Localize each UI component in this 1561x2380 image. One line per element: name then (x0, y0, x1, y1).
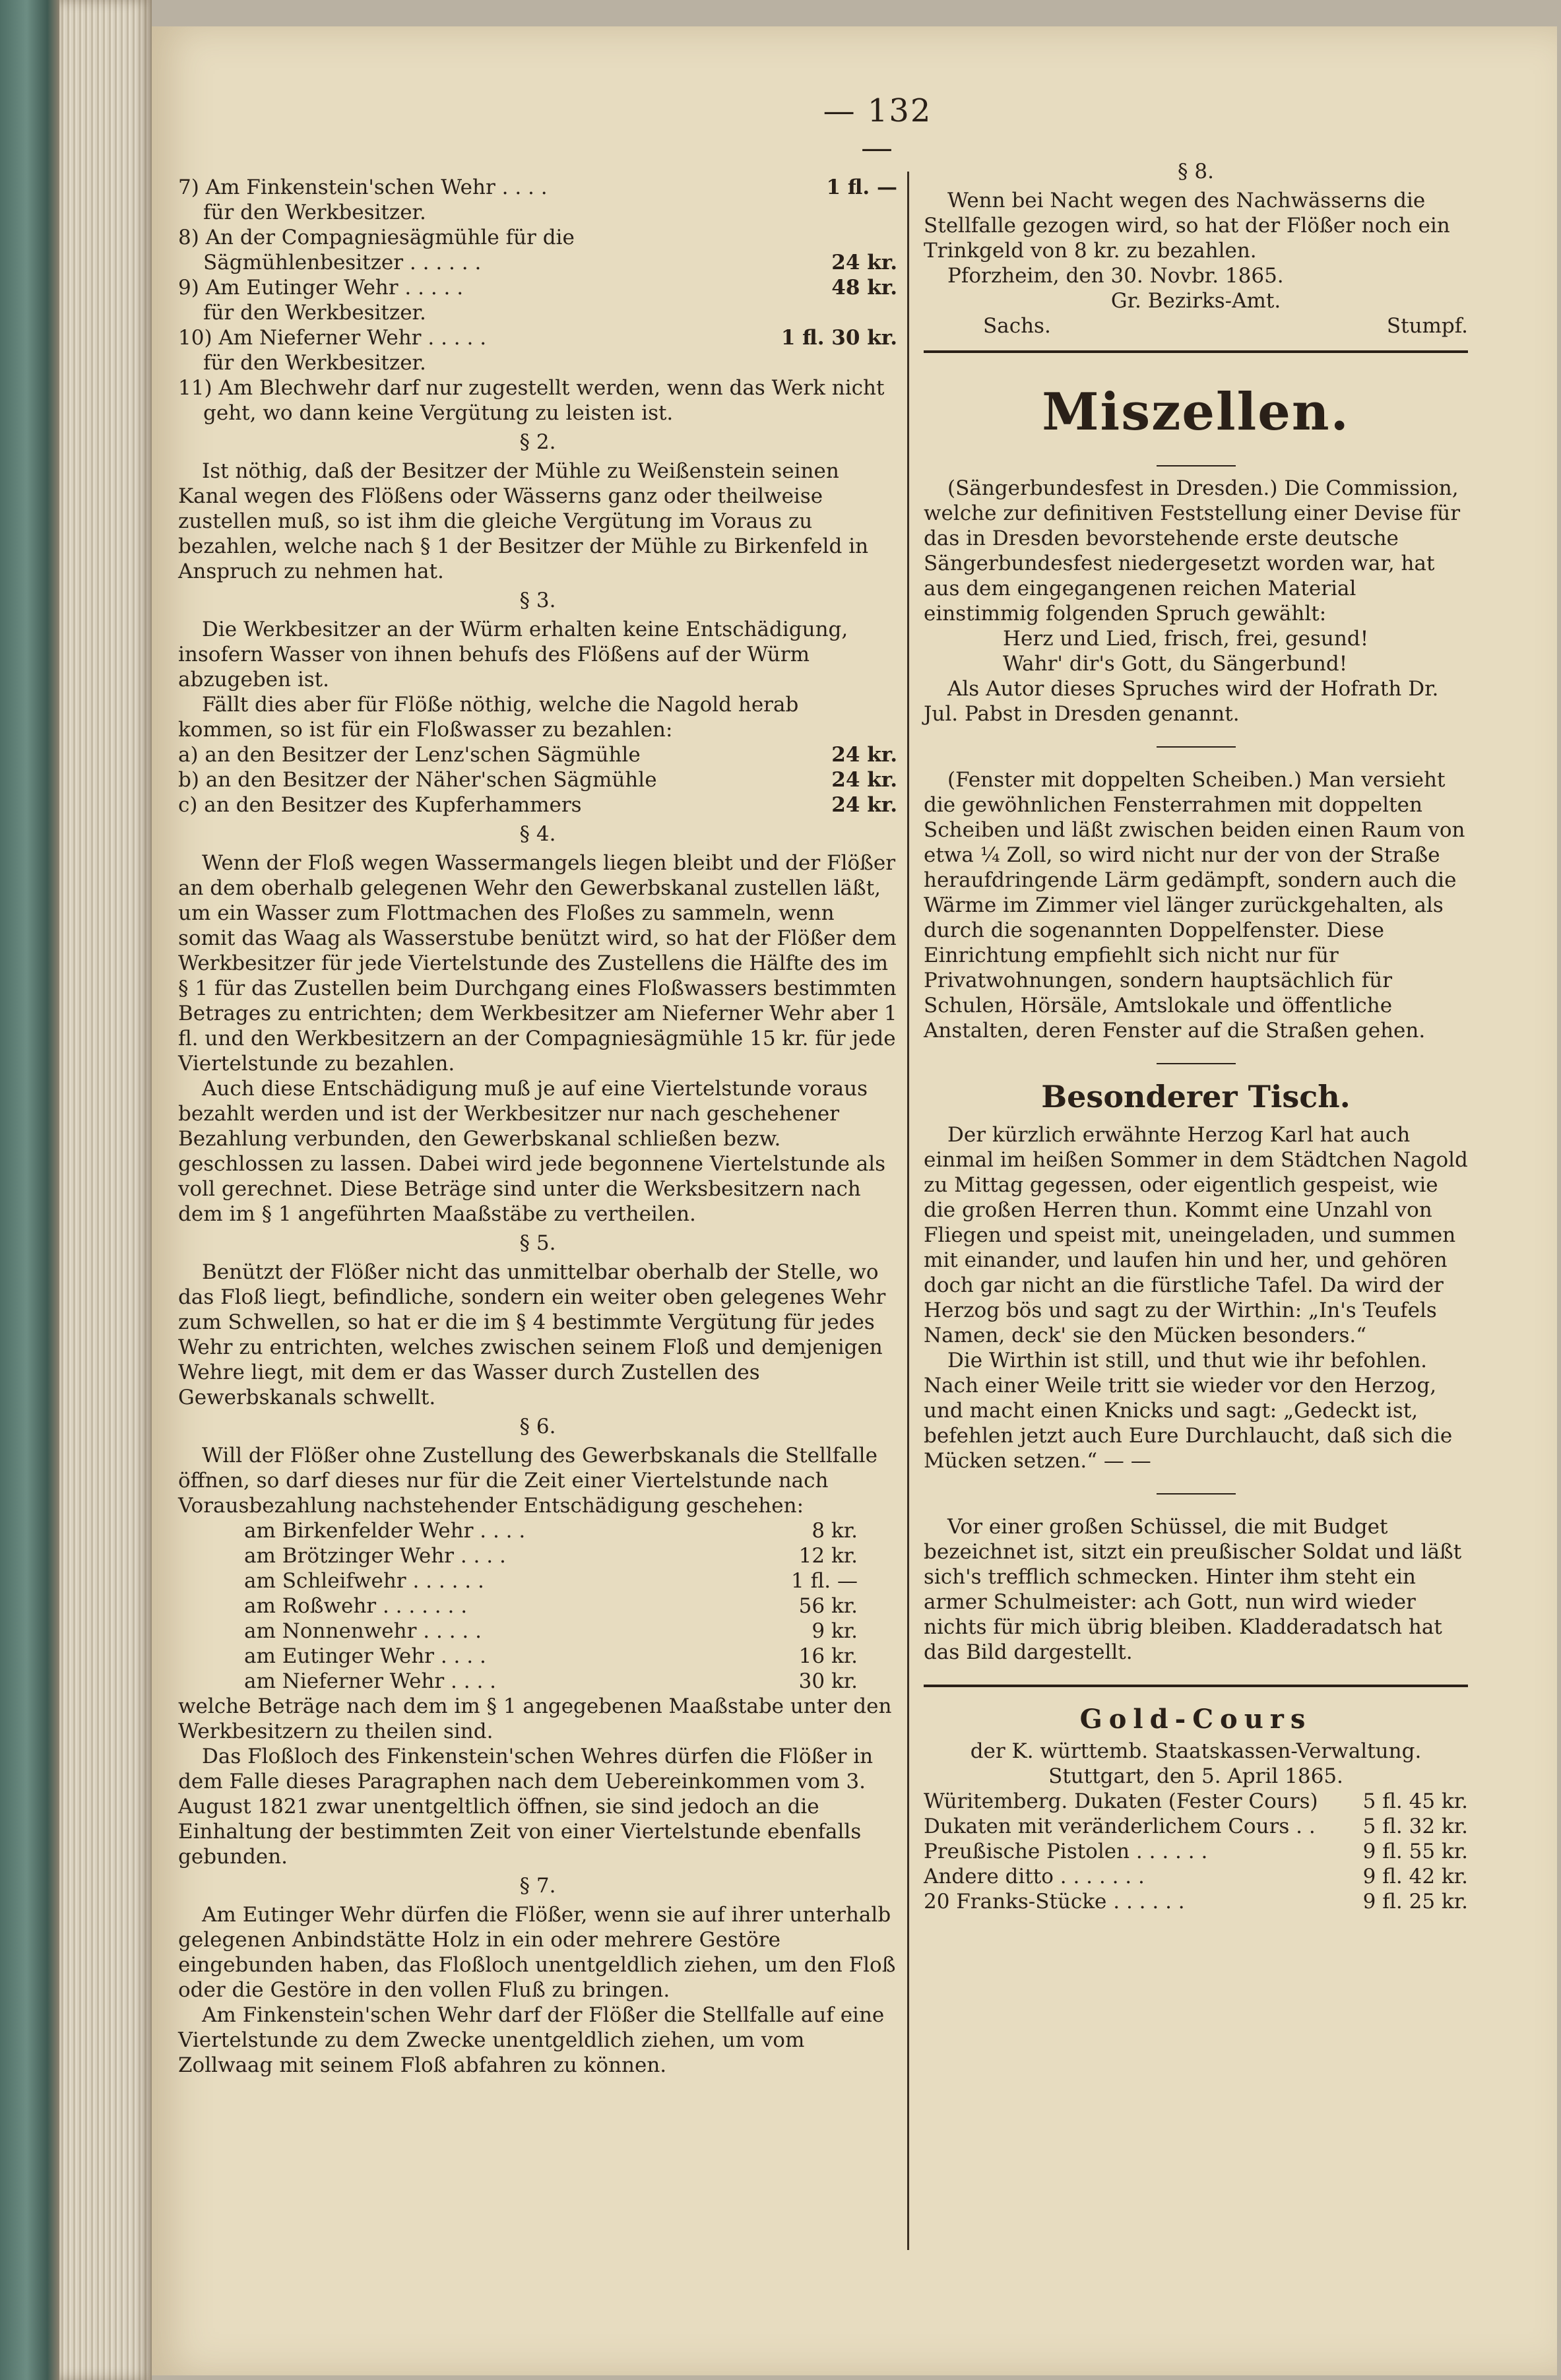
gold-rates-table (924, 1789, 1468, 1914)
section-text: Wenn bei Nacht wegen des Nachwässerns die Stellfalle gezogen wird, so hat der Flößer noch ein Trinkgeld von 8 kr. zu bezahlen. (924, 189, 1450, 263)
gold-rate-row: Andere ditto . . . . . . . 9 fl. 42 kr. (924, 1865, 1468, 1888)
section-heading: § 2. (519, 430, 556, 454)
weir-row: für den Werkbesitzer. (203, 301, 426, 325)
section-heading: § 3. (519, 589, 556, 612)
weir-row: 10) Am Nieferner Wehr . . . . . 1 fl. 30 kr. (178, 326, 897, 350)
weir-list (178, 175, 897, 375)
fee-row: am Brötzinger Wehr . . . . 12 kr. (244, 1544, 858, 1568)
signature-left: Sachs. (983, 314, 1051, 338)
section-text: Am Eutinger Wehr dürfen die Flößer, wenn sie auf ihrer unterhalb gelegenen Anbindstätte Holz in ein oder mehrere Gestöre eingebunden haben, das Floßloch unentgeldlich ziehen, um den Floß oder die Gestöre in den vollen Fluß zu bringen. (178, 1903, 896, 2002)
weir-row: Sägmühlenbesitzer . . . . . . 24 kr. (203, 251, 897, 274)
divider (924, 350, 1468, 353)
fee-row: am Nonnenwehr . . . . . 9 kr. (244, 1619, 858, 1643)
section-heading: § 7. (519, 1874, 556, 1898)
fee-row: am Eutinger Wehr . . . . 16 kr. (244, 1644, 858, 1668)
divider (1157, 1493, 1236, 1495)
toll-list (178, 742, 897, 818)
item-11: 11) Am Blechwehr darf nur zugestellt werden, wenn das Werk nicht geht, wo dann keine Vergütung zu leisten ist. (178, 376, 885, 425)
miscellany-title: Miszellen. (1042, 382, 1350, 442)
gold-rates-subtitle: der K. württemb. Staatskassen-Verwaltung. (970, 1739, 1422, 1763)
section-text: Auch diese Entschädigung muß je auf eine Viertelstunde voraus bezahlt werden und ist der Werkbesitzer nur nach geschehener Bezahlung verbunden, den Gewerbskanal schließen bezw. geschlossen zu lassen. Dabei wird jede begonnene Viertelstunde als voll gerechnet. Diese Beträge sind unter die Werksbesitzern nach dem im § 1 angeführten Maaßstäbe zu vertheilen. (178, 1077, 886, 1226)
divider (1157, 746, 1236, 748)
divider (924, 1685, 1468, 1687)
section-heading: § 6. (519, 1415, 556, 1438)
left-column (178, 175, 897, 2078)
section-text: Am Finkenstein'schen Wehr darf der Flößer die Stellfalle auf eine Viertelstunde zu dem Zwecke unentgeldlich ziehen, um vom Zollwaag mit seinem Floß abfahren zu können. (178, 2003, 885, 2077)
article-text: (Fenster mit doppelten Scheiben.) Man versieht die gewöhnlichen Fensterrahmen mit doppelten Scheiben und läßt zwischen beiden einen Raum von etwa ¼ Zoll, so wird nicht nur der von der Straße heraufdringende Lärm gedämpft, sondern auch die Wärme im Zimmer viel länger zurückgehalten, als durch die sogenannten Doppelfenster. Diese Einrichtung empfiehlt sich nicht nur für Privatwohnungen, sondern hauptsächlich für Schulen, Hörsäle, Amtslokale und öffentliche Anstalten, deren Fenster auf die Straßen gehen. (924, 768, 1465, 1043)
place-date: Pforzheim, den 30. Novbr. 1865. (947, 264, 1284, 288)
gold-rate-row: Dukaten mit veränderlichem Cours . . 5 fl. 32 kr. (924, 1815, 1468, 1838)
section-text: Will der Flößer ohne Zustellung des Gewerbskanals die Stellfalle öffnen, so darf dieses nur für die Zeit einer Viertelstunde nach Vorausbezahlung nachstehender Entschädigung geschehen: (178, 1444, 877, 1518)
divider (1157, 465, 1236, 466)
article-text: Der kürzlich erwähnte Herzog Karl hat auch einmal im heißen Sommer in dem Städtchen Nagold zu Mittag gegessen, oder eigentlich gespeist, wie die großen Herren thun. Kommt eine Unzahl von Fliegen und speist mit, uneingeladen, und summen mit einander, und laufen hin und her, und gehören doch gar nicht an die fürstliche Tafel. Da wird der Herzog bös und sagt zu der Wirthin: „In's Teufels Namen, deck' sie den Mücken besonders.“ (924, 1123, 1468, 1347)
fee-row: am Schleifwehr . . . . . . 1 fl. — (244, 1569, 858, 1593)
page-number: — 132 — (823, 92, 932, 166)
verse-line: Herz und Lied, frisch, frei, gesund! (1003, 627, 1369, 651)
toll-row: c) an den Besitzer des Kupferhammers 24 kr. (178, 793, 897, 817)
weir-row: 9) Am Eutinger Wehr . . . . . 48 kr. (178, 276, 897, 300)
signatures (924, 313, 1468, 338)
article-title: Besonderer Tisch. (1041, 1079, 1351, 1114)
gold-rates-date: Stuttgart, den 5. April 1865. (1048, 1764, 1343, 1788)
gold-rates-title: Gold-Cours (1079, 1704, 1312, 1735)
fee-row: am Roßwehr . . . . . . . 56 kr. (244, 1594, 858, 1618)
article-text: Als Autor dieses Spruches wird der Hofrath Dr. Jul. Pabst in Dresden genannt. (924, 677, 1439, 726)
section-text: Benützt der Flößer nicht das unmittelbar oberhalb der Stelle, wo das Floß liegt, befindliche, sondern ein weiter oben gelegenes Wehr zum Schwellen, so hat er die im § 4 bestimmte Vergütung für jedes Wehr zu entrichten, welches zwischen seinem Floß und demjenigen Wehre liegt, mit dem er das Wasser durch Zustellen des Gewerbskanals schwellt. (178, 1260, 886, 1409)
book-page-edges (59, 0, 152, 2380)
weir-row: für den Werkbesitzer. (203, 201, 426, 224)
divider (1157, 1063, 1236, 1064)
gold-rate-row: Preußische Pistolen . . . . . . 9 fl. 55 kr. (924, 1840, 1468, 1863)
weir-row: 8) An der Compagniesägmühle für die (178, 226, 575, 249)
column-divider (907, 172, 909, 2250)
section-text: welche Beträge nach dem im § 1 angegebenen Maaßstabe unter den Werkbesitzern zu theilen sind. (178, 1694, 892, 1743)
section-text: Das Floßloch des Finkenstein'schen Wehres dürfen die Flößer in dem Falle dieses Paragraphen nach dem Uebereinkommen vom 3. August 1821 zwar unentgeltlich öffnen, sie sind jedoch an die Einhaltung der bestimmten Zeit von einer Viertelstunde ebenfalls gebunden. (178, 1745, 874, 1869)
toll-row: a) an den Besitzer der Lenz'schen Sägmühle 24 kr. (178, 743, 897, 767)
book-cover-spine (0, 0, 59, 2380)
weir-row: 7) Am Finkenstein'schen Wehr . . . . 1 fl. — (178, 176, 897, 199)
section-heading: § 5. (519, 1231, 556, 1255)
section-text: Ist nöthig, daß der Besitzer der Mühle zu Weißenstein seinen Kanal wegen des Flößens oder Wässerns ganz oder theilweise zustellen muß, so ist ihm die gleiche Vergütung im Voraus zu bezahlen, welche nach § 1 der Besitzer der Mühle zu Birkenfeld in Anspruch zu nehmen hat. (178, 459, 869, 583)
verse-line: Wahr' dir's Gott, du Sängerbund! (1003, 652, 1348, 676)
fee-row: am Nieferner Wehr . . . . 30 kr. (244, 1669, 858, 1693)
section-text: Wenn der Floß wegen Wassermangels liegen bleibt und der Flößer an dem oberhalb gelegenen Wehr den Gewerbskanal zustellen läßt, um ein Wasser zum Flottmachen des Floßes zu sammeln, wenn somit das Waag als Wasserstube benützt wird, so hat der Flößer dem Werkbesitzer für jede Viertelstunde des Zustellens die Hälfte des im § 1 für das Zustellen beim Durchgang eines Floßwassers bestimmten Betrages zu entrichten; dem Werkbesitzer am Nieferner Wehr aber 1 fl. und den Werkbesitzern an der Compagniesägmühle 15 kr. für jede Viertelstunde zu bezahlen. (178, 851, 897, 1076)
article-text: Die Wirthin ist still, und thut wie ihr befohlen. Nach einer Weile tritt sie wieder vor den Herzog, und macht einen Knicks und sagt: „Gedeckt ist, befehlen jetzt auch Eure Durchlaucht, daß sich die Mücken setzen.“ — — (924, 1349, 1453, 1473)
gold-rate-row: Würitemberg. Dukaten (Fester Cours) 5 fl. 45 kr. (924, 1789, 1468, 1813)
article-text: Vor einer großen Schüssel, die mit Budget bezeichnet ist, sitzt ein preußischer Soldat und läßt sich's trefflich schmecken. Hinter ihm steht ein armer Schulmeister: ach Gott, nun wird wieder nichts für mich übrig bleiben. Kladderadatsch hat das Bild dargestellt. (924, 1515, 1462, 1664)
fee-row: am Birkenfelder Wehr . . . . 8 kr. (244, 1519, 858, 1543)
weir-row: für den Werkbesitzer. (203, 351, 426, 375)
gold-rate-row: 20 Franks-Stücke . . . . . . 9 fl. 25 kr. (924, 1890, 1468, 1914)
toll-row: b) an den Besitzer der Näher'schen Sägmühle 24 kr. (178, 768, 897, 792)
section-heading: § 4. (519, 822, 556, 846)
fee-list (178, 1518, 897, 1694)
right-column (924, 155, 1468, 1914)
section-heading: § 8. (1178, 160, 1214, 183)
article-text: (Sängerbundesfest in Dresden.) Die Commission, welche zur definitiven Feststellung einer Devise für das in Dresden bevorstehende erste deutsche Sängerbundesfest niedergesetzt worden war, hat aus dem eingegangenen reichen Material einstimmig folgenden Spruch gewählt: (924, 476, 1461, 626)
authority: Gr. Bezirks-Amt. (1110, 289, 1281, 313)
section-text: Die Werkbesitzer an der Würm erhalten keine Entschädigung, insofern Wasser von ihnen behufs des Flößens auf der Würm abzugeben ist. (178, 618, 848, 691)
section-text: Fällt dies aber für Flöße nöthig, welche die Nagold herab kommen, so ist für ein Floßwasser zu bezahlen: (178, 693, 799, 742)
signature-right: Stumpf. (1386, 314, 1468, 338)
